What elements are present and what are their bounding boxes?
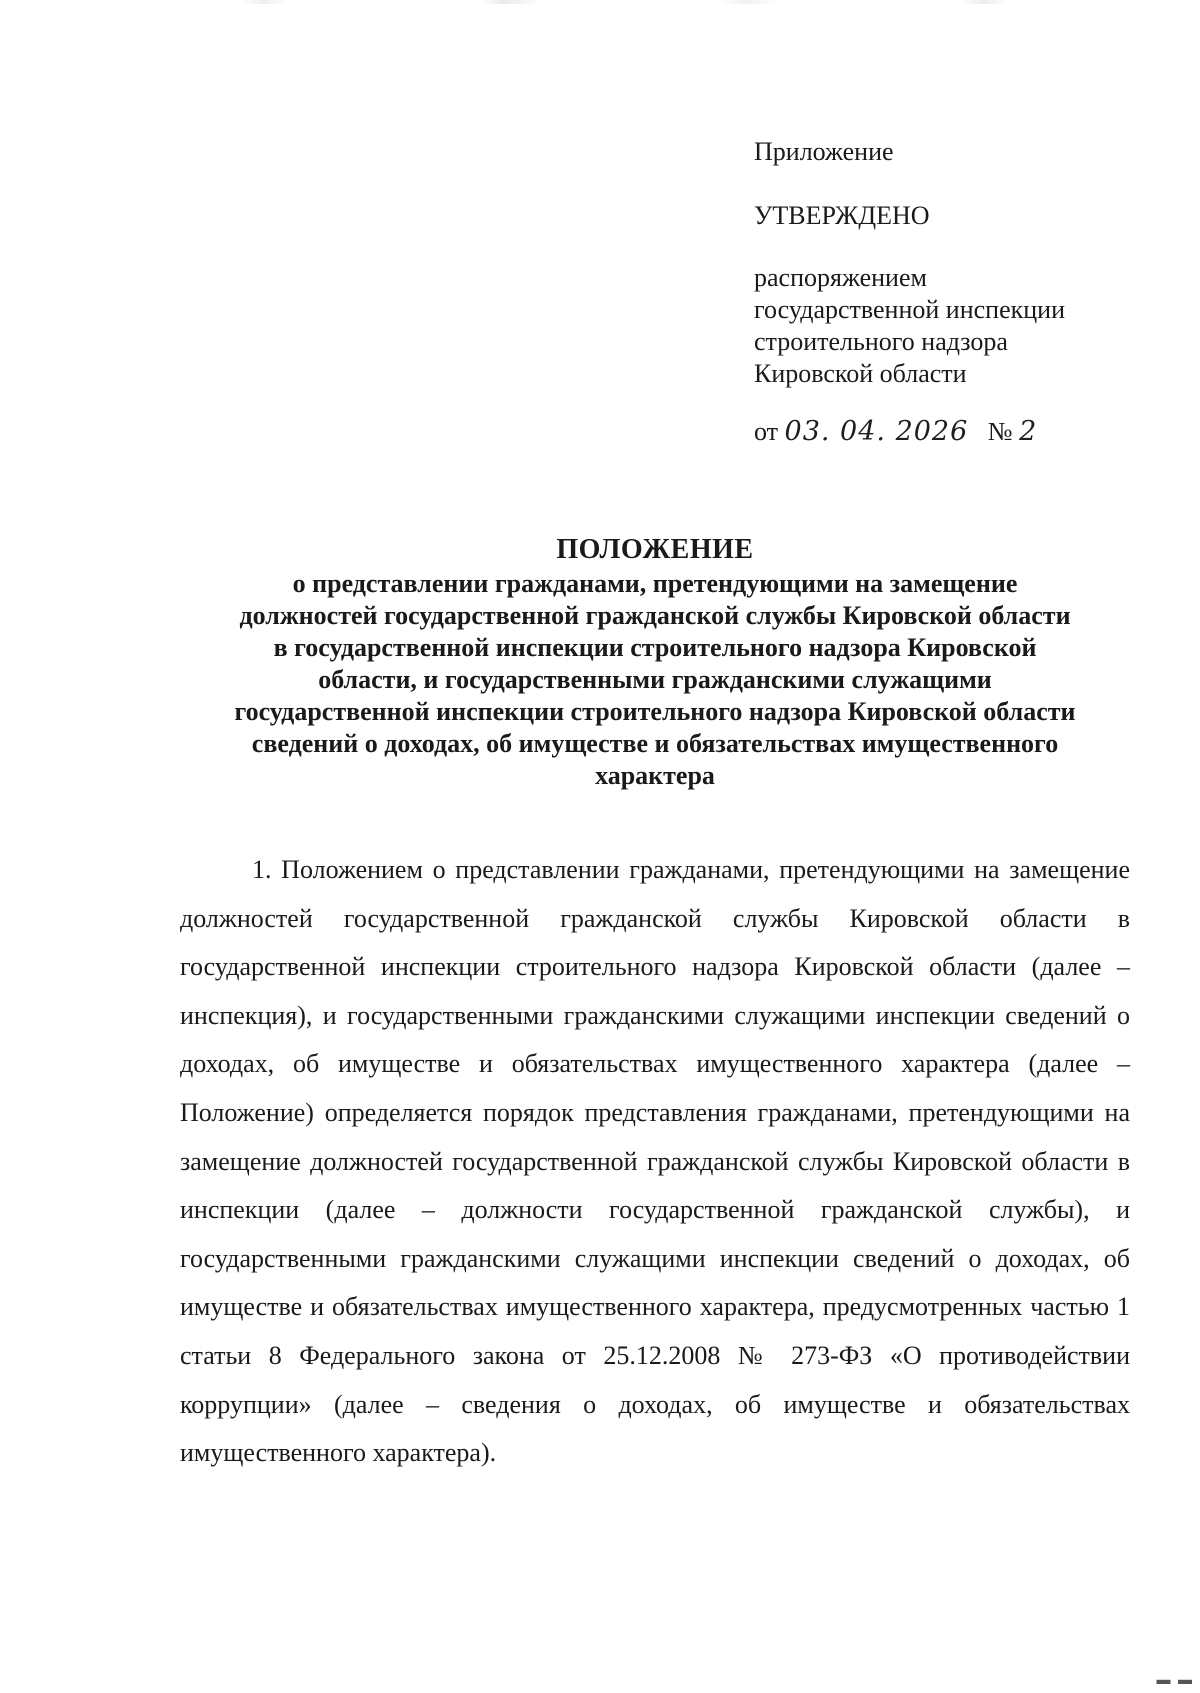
title-subline: характера [595,761,715,790]
approving-order-block [754,262,1154,390]
scan-edge-artifact [0,0,1200,4]
approval-stamp-block [754,136,1154,448]
order-line: распоряжением [754,263,927,292]
title-subline: о представлении гражданами, претендующими на замещение [292,569,1018,598]
order-date-number [754,416,1154,448]
title-subline: в государственной инспекции строительного надзора Кировской [273,633,1037,662]
appendix-label: Приложение [754,137,894,166]
title-subline: сведений о доходах, об имуществе и обязательствах имущественного [251,729,1059,758]
paragraph-1: 1. Положением о представлении гражданами, претендующими на замещение должностей государственной гражданской службы Кировской области в государственной инспекции строительного надзора Кировской области (далее – инспекция), и государственными гражданскими служащими инспекции сведений о доходах, об имуществе и обязательствах имущественного характера (далее – Положение) определяется порядок представления гражданами, претендующими на замещение должностей государственной гражданской службы Кировской области в инспекции (далее – должности государственной гражданской службы), и государственными гражданскими служащими инспекции сведений о доходах, об имуществе и обязательствах имущественного характера, предусмотренных частью 1 статьи 8 Федерального закона от 25.12.2008 № 273-ФЗ «О противодействии коррупции» (далее – сведения о доходах, об имуществе и обязательствах имущественного характера). [180,855,1130,1468]
order-line: государственной инспекции [754,295,1065,324]
title-subline: должностей государственной гражданской службы Кировской области [239,601,1071,630]
number-prefix: № [987,417,1013,446]
handwritten-number: 2 [1019,416,1038,447]
title-subline: государственной инспекции строительного надзора Кировской области [234,697,1076,726]
order-line: строительного надзора [754,327,1008,356]
approved-label: УТВЕРЖДЕНО [754,201,930,230]
order-line: Кировской области [754,359,967,388]
date-prefix: от [754,417,779,446]
page-corner-mark: ▬ ▬ [1156,1673,1194,1688]
document-title-block [170,534,1140,792]
title-subline: области, и государственными гражданскими служащими [318,665,992,694]
document-title: ПОЛОЖЕНИЕ [556,534,754,565]
handwritten-date: 03. 04. 2026 [784,416,969,447]
